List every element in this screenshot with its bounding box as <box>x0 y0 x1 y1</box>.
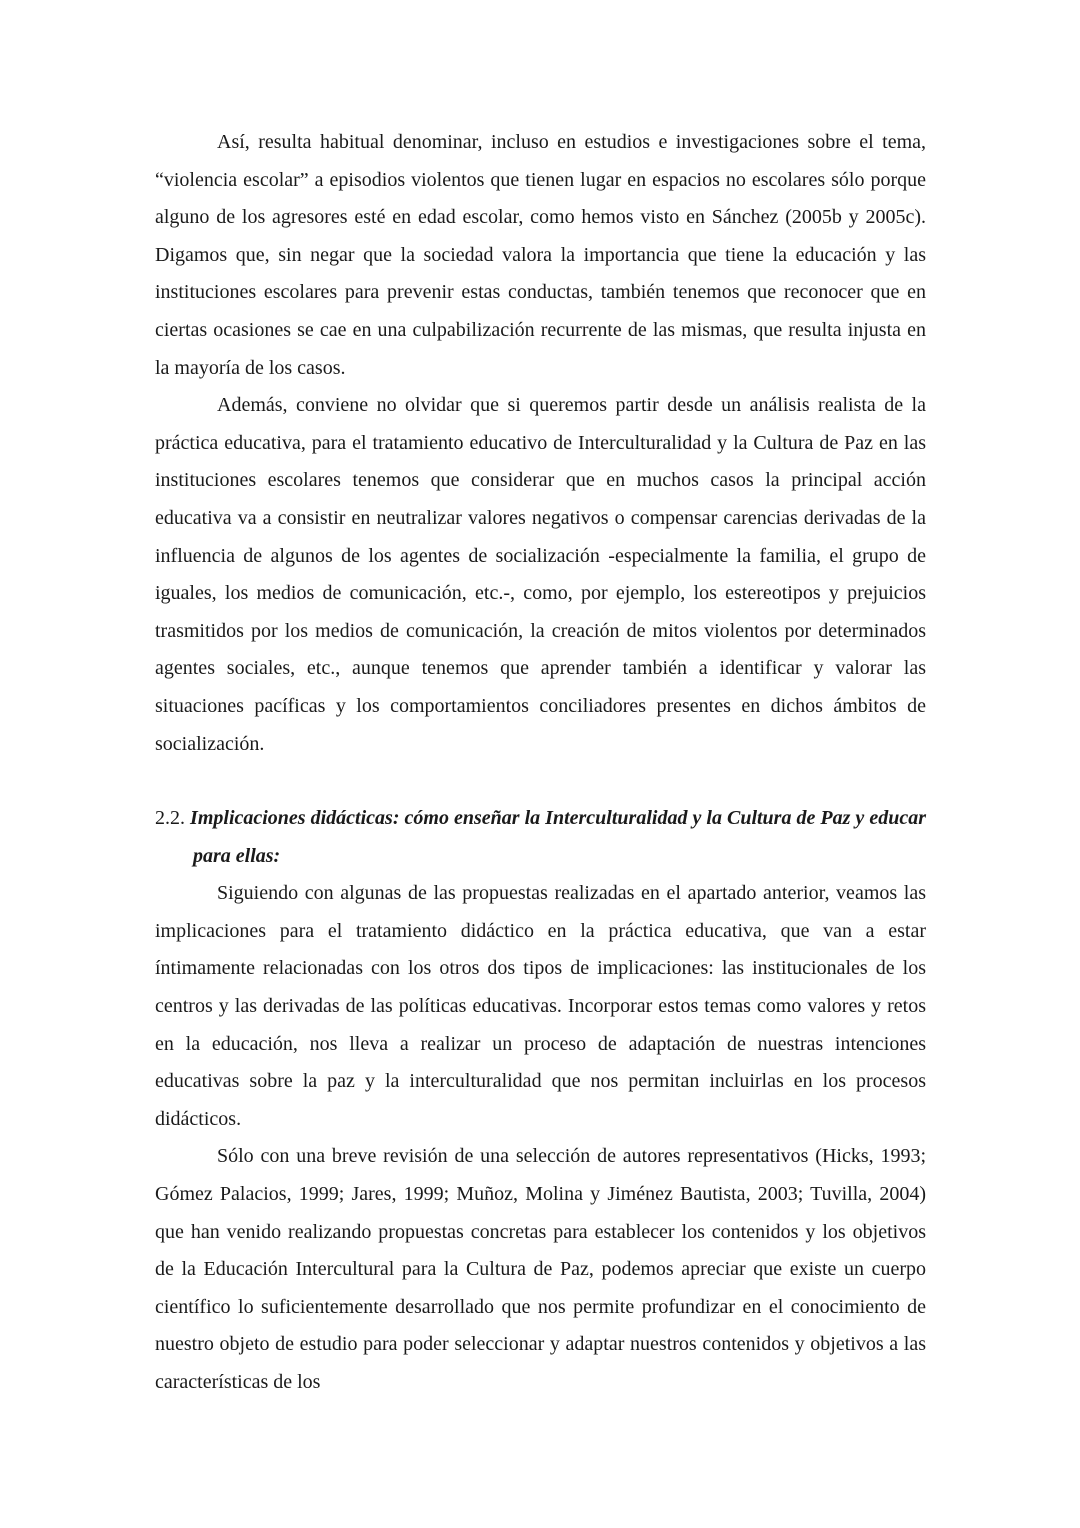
section-spacer <box>155 763 926 800</box>
body-text <box>155 124 926 1402</box>
paragraph: Sólo con una breve revisión de una selección de autores representativos (Hicks, 1993; Gómez Palacios, 1999; Jares, 1999; Muñoz, Molina y Jiménez Bautista, 2003; Tuvilla, 2004) que han venido realizando propuestas concretas para establecer los contenidos y los objetivos de la Educación Intercultural para la Cultura de Paz, podemos apreciar que existe un cuerpo científico lo suficientemente desarrollado que nos permite profundizar en el conocimiento de nuestro objeto de estudio para poder seleccionar y adaptar nuestros contenidos y objetivos a las características de los <box>155 1145 926 1393</box>
section-heading <box>155 800 926 875</box>
paragraph: Siguiendo con algunas de las propuestas realizadas en el apartado anterior, veamos las implicaciones para el tratamiento didáctico en la práctica educativa, que van a estar íntimamente relacionadas con los otros dos tipos de implicaciones: las institucionales de los centros y las derivadas de las políticas educativas. Incorporar estos temas como valores y retos en la educación, nos lleva a realizar un proceso de adaptación de nuestras intenciones educativas sobre la paz y la interculturalidad que nos permitan incluirlas en los procesos didácticos. <box>155 882 926 1130</box>
paragraph: Además, conviene no olvidar que si queremos partir desde un análisis realista de la práctica educativa, para el tratamiento educativo de Interculturalidad y la Cultura de Paz en las instituciones escolares tenemos que considerar que en muchos casos la principal acción educativa va a consistir en neutralizar valores negativos o compensar carencias derivadas de la influencia de algunos de los agentes de socialización -especialmente la familia, el grupo de iguales, los medios de comunicación, etc.-, como, por ejemplo, los estereotipos y prejuicios trasmitidos por los medios de comunicación, la creación de mitos violentos por determinados agentes sociales, etc., aunque tenemos que aprender también a identificar y valorar las situaciones pacíficas y los comportamientos conciliadores presentes en dichos ámbitos de socialización. <box>155 394 926 755</box>
section-number: 2.2. <box>155 807 185 830</box>
paragraph: Así, resulta habitual denominar, incluso en estudios e investigaciones sobre el tema, “violencia escolar” a episodios violentos que tienen lugar en espacios no escolares sólo porque alguno de los agresores esté en edad escolar, como hemos visto en Sánchez (2005b y 2005c). Digamos que, sin negar que la sociedad valora la importancia que tiene la educación y las instituciones escolares para prevenir estas conductas, también tenemos que reconocer que en ciertas ocasiones se cae en una culpabilización recurrente de las mismas, que resulta injusta en la mayoría de los casos. <box>155 131 926 379</box>
section-title: Implicaciones didácticas: cómo enseñar la Interculturalidad y la Cultura de Paz y educar para ellas: <box>190 807 927 867</box>
